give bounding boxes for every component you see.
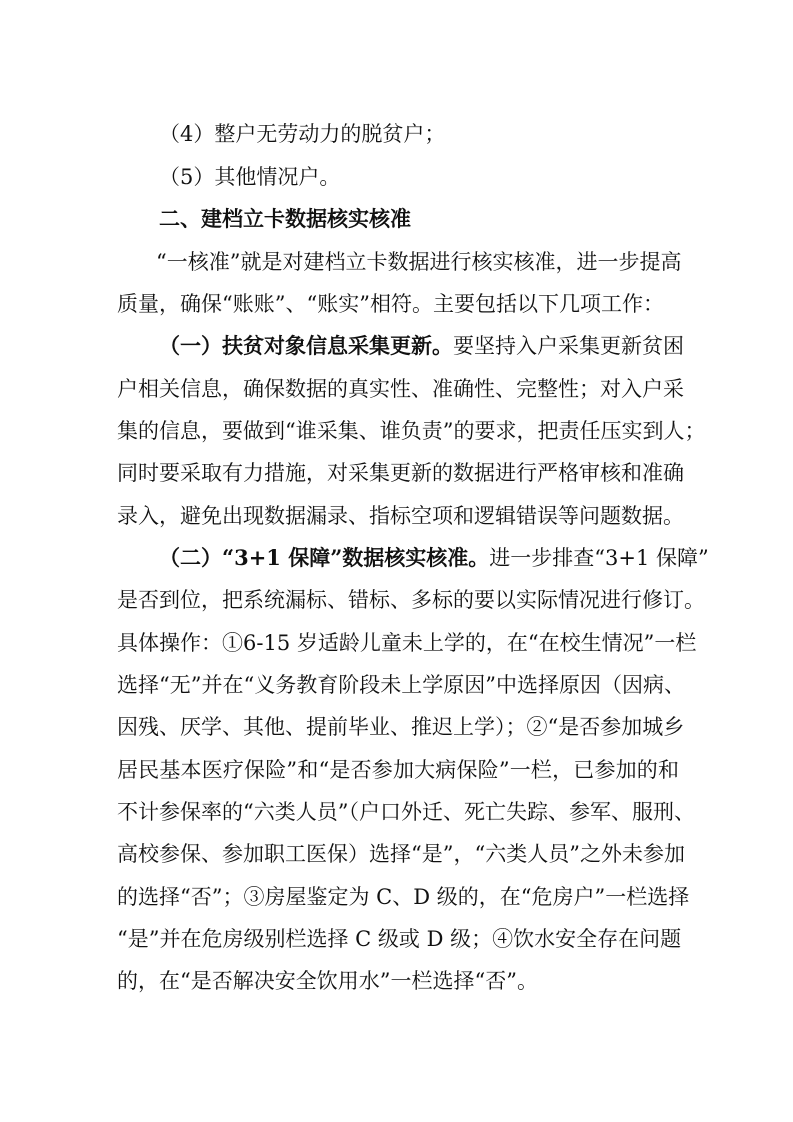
paragraph-line: 集的信息，要做到“谁采集、谁负责”的要求，把责任压实到人； [117, 419, 706, 443]
paragraph-line: 因残、厌学、其他、提前毕业、推迟上学）；②“是否参加城乡 [117, 715, 685, 739]
list-item-4: （4）整户无劳动力的脱贫户； [159, 122, 446, 146]
paragraph-line: “是”并在危房级别栏选择 C 级或 D 级；④饮水安全存在问题 [117, 927, 682, 951]
paragraph-line: “一核准”就是对建档立卡数据进行核实核准，进一步提高 [156, 250, 682, 274]
subsection-2-lead: 进一步排查“3+1 保障” [489, 546, 709, 570]
paragraph-line: 的选择“否”；③房屋鉴定为 C、D 级的，在“危房户”一栏选择 [117, 885, 690, 909]
subsection-1-lead: 要坚持入户采集更新贫困 [453, 334, 684, 358]
section-heading: 二、建档立卡数据核实核准 [159, 207, 411, 231]
paragraph-line: 的，在“是否解决安全饮用水”一栏选择“否”。 [117, 969, 538, 993]
paragraph-line: 不计参保率的“六类人员”（户口外迁、死亡失踪、参军、服刑、 [117, 800, 695, 824]
paragraph-line: 具体操作：①6-15 岁适龄儿童未上学的，在“在校生情况”一栏 [117, 631, 697, 655]
paragraph-line: 户相关信息，确保数据的真实性、准确性、完整性；对入户采 [117, 377, 684, 401]
subsection-2-first-line [159, 538, 709, 578]
paragraph-line: 高校参保、参加职工医保）选择“是”，“六类人员”之外未参加 [117, 842, 685, 866]
paragraph-line: 选择“无”并在“义务教育阶段未上学原因”中选择原因（因病、 [117, 673, 685, 697]
subsection-1-first-line [159, 326, 684, 366]
paragraph-line: 居民基本医疗保险”和“是否参加大病保险”一栏，已参加的和 [117, 758, 679, 782]
list-item-5: （5）其他情况户。 [159, 165, 341, 189]
paragraph-line: 质量，确保“账账”、“账实”相符。主要包括以下几项工作： [117, 292, 664, 316]
subsection-2-title: （二）“3+1 保障”数据核实核准。 [159, 545, 490, 570]
paragraph-line: 是否到位，把系统漏标、错标、多标的要以实际情况进行修订。 [117, 588, 705, 612]
paragraph-line: 录入，避免出现数据漏录、指标空项和逻辑错误等问题数据。 [117, 504, 684, 528]
subsection-1-title: （一）扶贫对象信息采集更新。 [159, 333, 453, 358]
paragraph-line: 同时要采取有力措施，对采集更新的数据进行严格审核和准确 [117, 461, 684, 485]
